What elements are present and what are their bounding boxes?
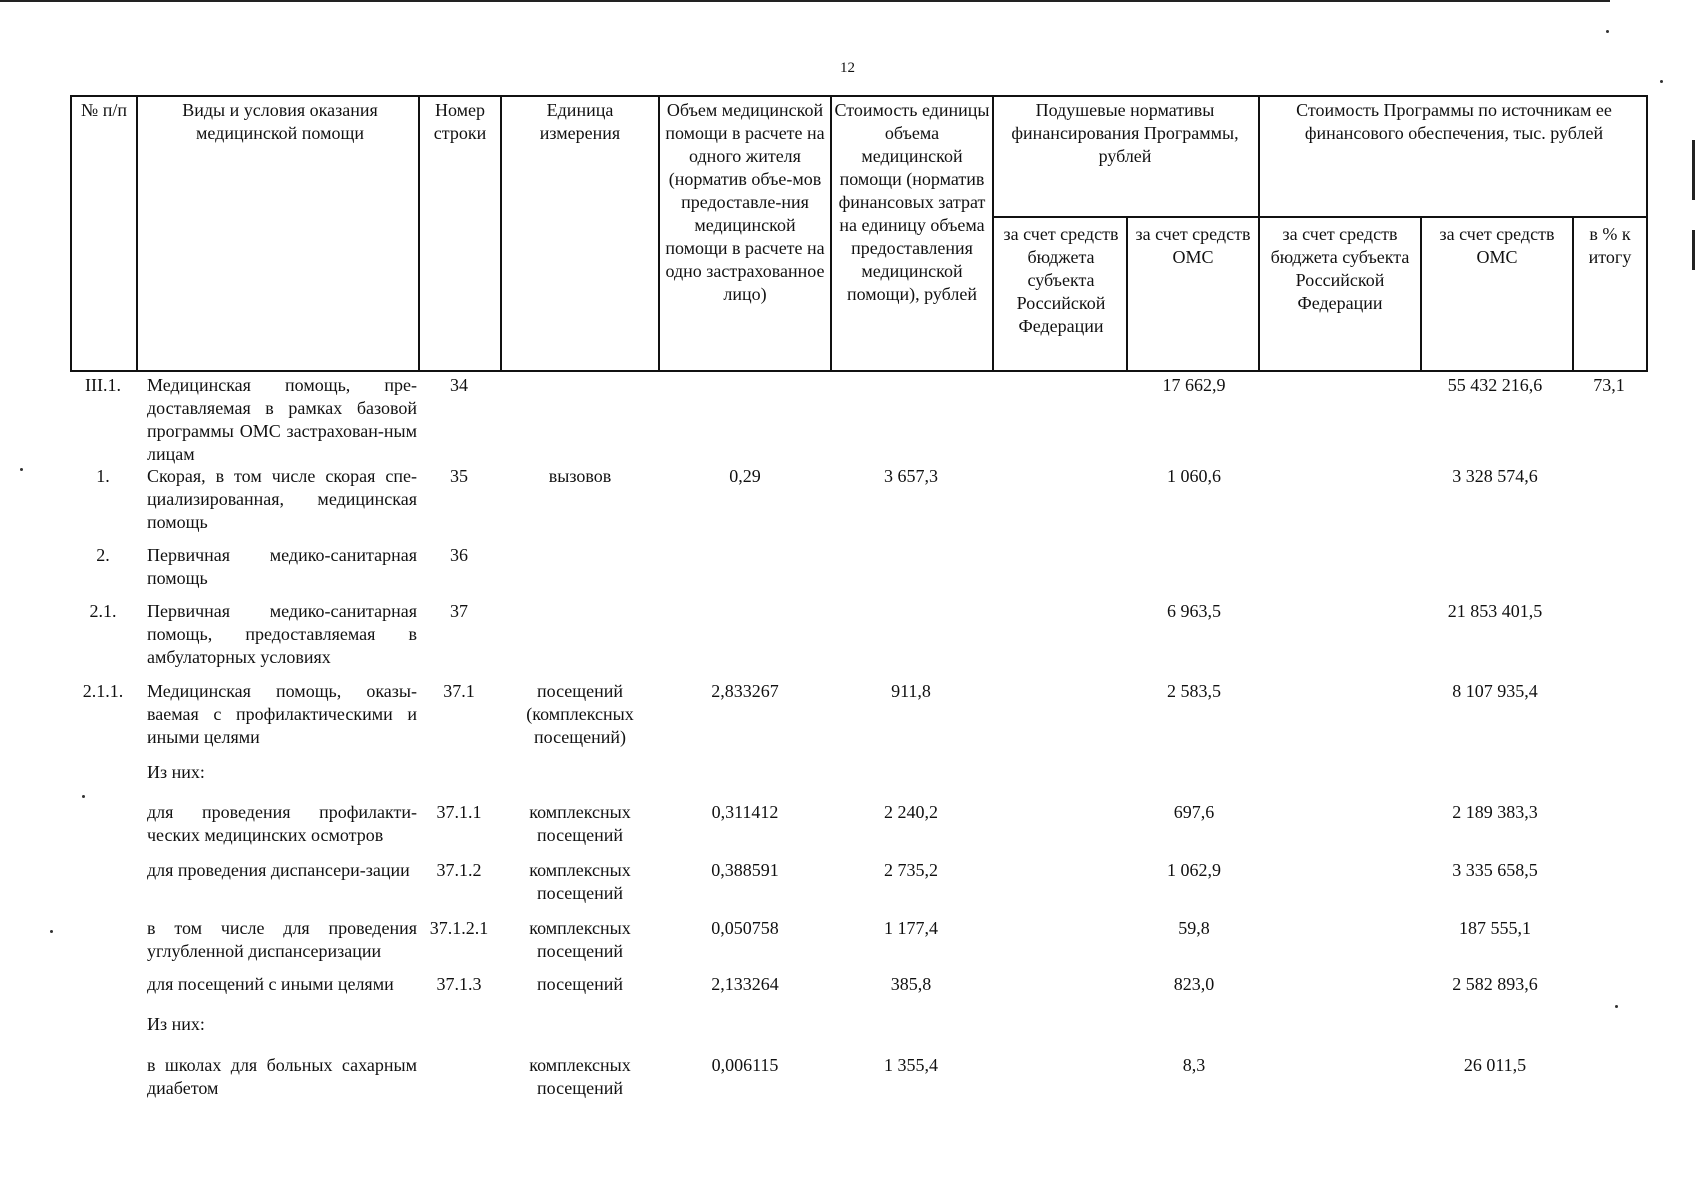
row-percap-oms: 17 662,9 [1162, 375, 1226, 395]
row-unit: вызовов [548, 466, 612, 486]
row-cost-oms: 3 328 574,6 [1452, 466, 1538, 486]
row-percap-oms: 697,6 [1173, 802, 1215, 822]
table-body [70, 0, 1648, 1200]
row-unit: комплексных посещений [529, 860, 631, 903]
row-line: 37.1 [443, 681, 475, 701]
scan-speck [50, 930, 53, 933]
scan-edge-mark [1692, 140, 1695, 200]
row-cost-oms: 21 853 401,5 [1447, 601, 1543, 621]
scan-speck [1606, 30, 1609, 33]
scan-speck [1660, 80, 1663, 83]
row-volume: 0,311412 [711, 802, 779, 822]
row-unit-cost: 2 735,2 [884, 860, 938, 880]
header-cost-group: Стоимость Программы по источникам ее финансового обеспечения, тыс. рублей [1296, 100, 1612, 143]
row-volume: 0,050758 [711, 918, 779, 938]
row-name: Первичная медико-санитарная помощь [147, 545, 417, 588]
row-unit: посещений [536, 974, 624, 994]
row-line: 37 [450, 601, 468, 621]
header-unit: Единица измерения [539, 100, 621, 143]
row-name: Скорая, в том числе скорая спе-циализированная, медицинская помощь [147, 466, 417, 532]
header-percap-group: Подушевые нормативы финансирования Программы, рублей [1011, 100, 1239, 166]
row-unit: посещений (комплексных посещений) [526, 681, 634, 747]
row-num: 2.1. [89, 601, 117, 621]
row-volume: 2,133264 [711, 974, 779, 994]
row-name: Из них: [147, 762, 205, 782]
row-cost-oms: 26 011,5 [1463, 1055, 1527, 1075]
scan-speck [20, 468, 23, 471]
header-cost-budget: за счет средств бюджета субъекта Российской Федерации [1270, 224, 1410, 313]
row-percap-oms: 8,3 [1182, 1055, 1206, 1075]
row-line: 36 [450, 545, 468, 565]
row-num: III.1. [85, 375, 121, 395]
row-line: 37.1.3 [436, 974, 482, 994]
row-volume: 2,833267 [711, 681, 779, 701]
row-cost-oms: 2 582 893,6 [1452, 974, 1538, 994]
row-line: 37.1.1 [436, 802, 482, 822]
row-unit: комплексных посещений [529, 802, 631, 845]
page-number: 12 [840, 60, 855, 76]
row-unit: комплексных посещений [529, 1055, 631, 1098]
row-unit-cost: 3 657,3 [884, 466, 938, 486]
header-kind: Виды и условия оказания медицинской помощи [182, 100, 378, 143]
row-pct: 73,1 [1593, 375, 1625, 395]
row-volume: 0,388591 [711, 860, 779, 880]
row-line: 34 [450, 375, 468, 395]
header-unit-cost: Стоимость единицы объема медицинской помощи (норматив финансовых затрат на единицу объема предоставления медицинской помощи), рублей [834, 100, 990, 304]
row-unit-cost: 385,8 [890, 974, 932, 994]
row-unit: комплексных посещений [529, 918, 631, 961]
row-volume: 0,006115 [711, 1055, 779, 1075]
row-percap-oms: 2 583,5 [1167, 681, 1221, 701]
row-cost-oms: 3 335 658,5 [1452, 860, 1538, 880]
header-percap-budget: за счет средств бюджета субъекта Российской Федерации [1003, 224, 1119, 336]
row-name: Из них: [147, 1014, 205, 1034]
row-name: для проведения диспансери-зации [147, 860, 410, 880]
row-percap-oms: 1 060,6 [1167, 466, 1221, 486]
scan-speck [82, 795, 85, 798]
row-num: 1. [96, 466, 110, 486]
row-num: 2. [96, 545, 110, 565]
row-num: 2.1.1. [82, 681, 124, 701]
row-volume: 0,29 [729, 466, 761, 486]
row-percap-oms: 59,8 [1178, 918, 1210, 938]
row-name: в школах для больных сахарным диабетом [147, 1055, 417, 1098]
header-percap-oms: за счет средств ОМС [1135, 224, 1251, 267]
row-unit-cost: 1 177,4 [884, 918, 938, 938]
row-line: 35 [450, 466, 468, 486]
row-name: для проведения профилакти-ческих медицинских осмотров [147, 802, 417, 845]
row-line: 37.1.2 [436, 860, 482, 880]
row-cost-oms: 187 555,1 [1459, 918, 1531, 938]
row-unit-cost: 1 355,4 [884, 1055, 938, 1075]
row-unit-cost: 2 240,2 [884, 802, 938, 822]
row-name: для посещений с иными целями [147, 974, 394, 994]
header-cost-pct: в % к итогу [1588, 224, 1632, 267]
scan-edge-mark [1692, 230, 1695, 270]
row-line: 37.1.2.1 [429, 918, 489, 938]
row-cost-oms: 55 432 216,6 [1447, 375, 1543, 395]
row-percap-oms: 1 062,9 [1167, 860, 1221, 880]
row-cost-oms: 2 189 383,3 [1452, 802, 1538, 822]
row-name: в том числе для проведения углубленной диспансеризации [147, 918, 417, 961]
row-percap-oms: 6 963,5 [1167, 601, 1221, 621]
scan-speck [1615, 1005, 1618, 1008]
header-num: № п/п [81, 100, 127, 120]
header-volume: Объем медицинской помощи в расчете на одного жителя (норматив объе-мов предоставле-ния медицинской помощи в расчете на одно застрахованное лицо) [665, 100, 825, 304]
row-percap-oms: 823,0 [1173, 974, 1215, 994]
row-unit-cost: 911,8 [891, 681, 931, 701]
row-name: Медицинская помощь, оказы-ваемая с профилактическими и иными целями [147, 681, 417, 747]
header-cost-oms: за счет средств ОМС [1439, 224, 1555, 267]
row-name: Первичная медико-санитарная помощь, предоставляемая в амбулаторных условиях [147, 601, 417, 667]
header-line: Номер строки [433, 100, 487, 143]
row-cost-oms: 8 107 935,4 [1452, 681, 1538, 701]
row-name: Медицинская помощь, пре-доставляемая в рамках базовой программы ОМС застрахован-ным лицам [147, 375, 417, 464]
